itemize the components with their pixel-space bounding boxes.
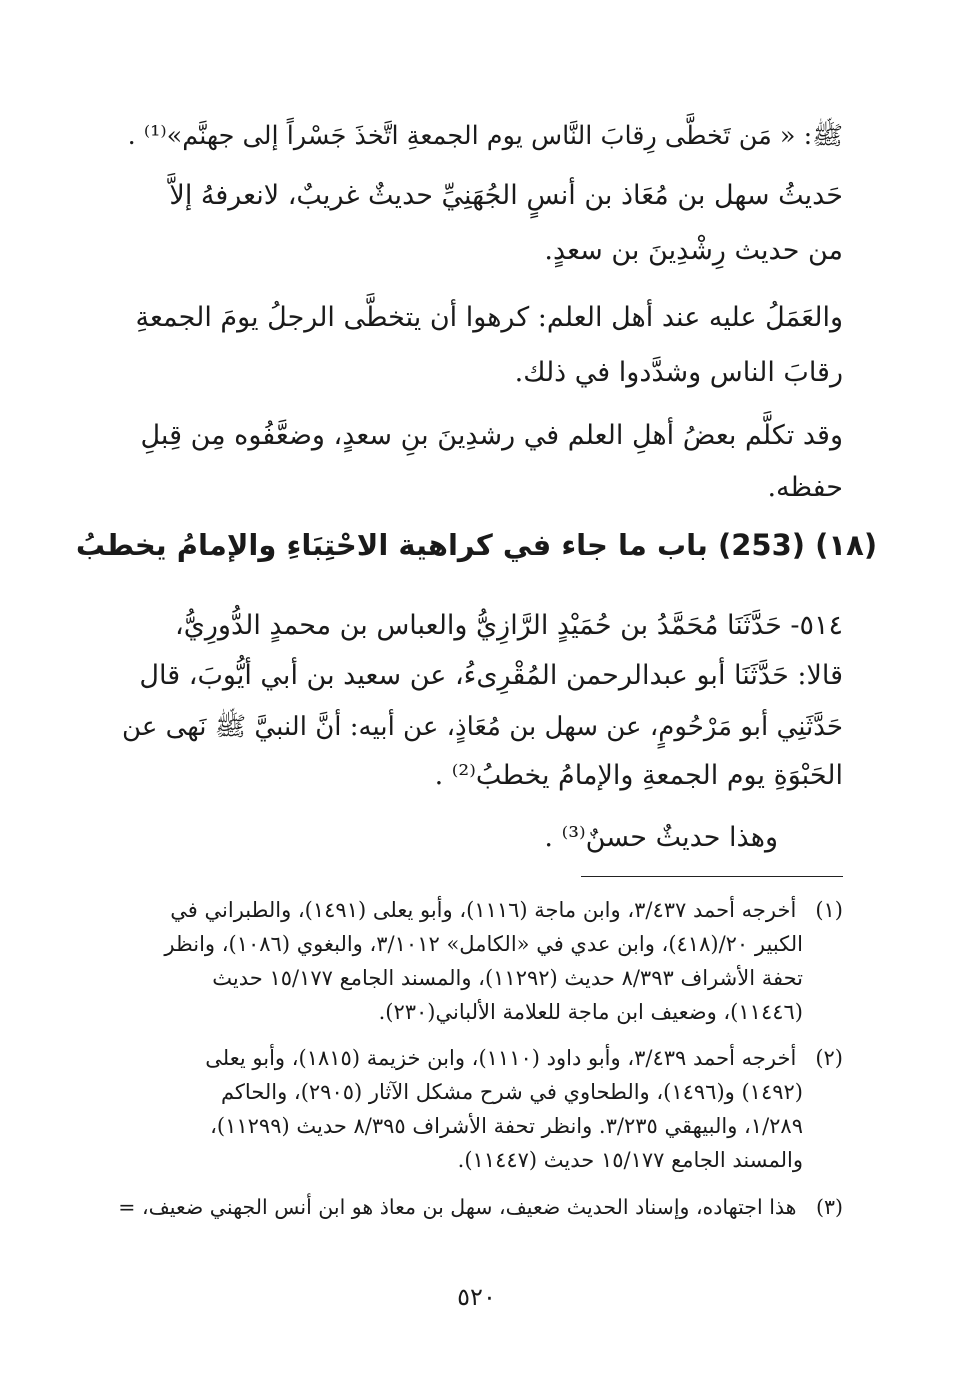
footnote-number: (٢) [815,1046,843,1070]
chapter-heading: (١٨) (253) باب ما جاء في كراهية الاحْتِبَاءِ والإمامُ يخطبُ [75,528,878,562]
paragraph-line: رقابَ الناس وشدَّدوا في ذلك. [514,357,843,388]
paragraph-line: ﷺ: « مَن تَخطَّى رِقابَ النَّاس يوم الجمعةِ اتَّخذَ جَسْراً إلى جهنَّم»⁽¹⁾ . [127,121,843,151]
hadith-grade: وهذا حديثٌ حسنٌ⁽³⁾ . [544,822,778,853]
paragraph-line: وقد تكلَّم بعضُ أهلِ العلم في رشدِينَ بنِ سعدٍ، وضعَّفُوه مِن قِبلِ [140,420,843,451]
hadith-line: قالا: حَدَّثَنَا أبو عبدالرحمن المُقْرِىءُ، عن سعيد بن أبي أيُّوبَ، قال [139,660,843,691]
footnote-text: أخرجه أحمد ٣/٤٣٧، وابن ماجة (١١١٦)، وأبو يعلى (١٤٩١)، والطبراني في [170,898,797,922]
paragraph-line: حَديثُ سهل بن مُعَاذ بن أنسٍ الجُهَنِيِّ حديثٌ غريبٌ، لانعرفهُ إلاَّ [169,180,843,211]
page-number: ٥٢٠ [457,1283,496,1311]
paragraph-line: حفظه. [767,472,843,503]
footnote-text: (١١٤٤٦)، وضعيف ابن ماجة للعلامة الألباني(٢٣٠). [378,1000,803,1024]
footnote-text: والمسند الجامع ١٥/١٧٧ حديث (١١٤٤٧). [457,1148,803,1172]
footnote-1 [115,898,843,922]
paragraph-line: والعَمَلُ عليه عند أهل العلم: كرهوا أن يتخطَّى الرجلُ يومَ الجمعةِ [135,302,843,333]
footnote-text: الكبير ٢٠/(٤١٨)، وابن عدي في «الكامل» ٣/١٠١٢، والبغوي (١٠٨٦)، وانظر [164,932,803,956]
footnote-text: (١٤٩٢) و(١٤٩٦)، والطحاوي في شرح مشكل الآثار (٢٩٠٥)، والحاكم [220,1080,803,1104]
footnote-text: هذا اجتهاده، وإسناد الحديث ضعيف، سهل بن معاذ هو ابن أنس الجهني ضعيف، = [118,1195,797,1219]
footnote-text: تحفة الأشراف ٨/٣٩٣ حديث (١١٢٩٢)، والمسند الجامع ١٥/١٧٧ حديث [212,966,803,990]
footnote-text: أخرجه أحمد ٣/٤٣٩، وأبو داود (١١١٠)، وابن خزيمة (١٨١٥)، وأبو يعلى [205,1046,797,1070]
hadith-line: الحَبْوَةِ يوم الجمعةِ والإمامُ يخطبُ⁽²⁾ . [434,760,843,791]
footnote-text: ١/٢٨٩، والبيهقي ٣/٢٣٥. وانظر تحفة الأشراف ٨/٣٩٥ حديث (١١٢٩٩)، [210,1114,803,1138]
footnote-3 [115,1195,843,1219]
hadith-line: ٥١٤- حَدَّثَنَا مُحَمَّدُ بن حُمَيْدٍ الرَّازِيُّ والعباس بن محمدٍ الدُّورِيُّ، [175,610,843,641]
footnote-2 [115,1046,843,1070]
hadith-line: حَدَّثَنِي أبو مَرْحُومٍ، عن سهل بن مُعَاذٍ، عن أبيه: أنَّ النبيَّ ﷺ نَهى عن [122,712,843,742]
footnote-separator [581,876,843,877]
footnote-number: (١) [815,898,843,922]
paragraph-line: من حديث رِشْدِينَ بن سعدٍ. [544,235,843,266]
footnote-number: (٣) [815,1195,843,1219]
